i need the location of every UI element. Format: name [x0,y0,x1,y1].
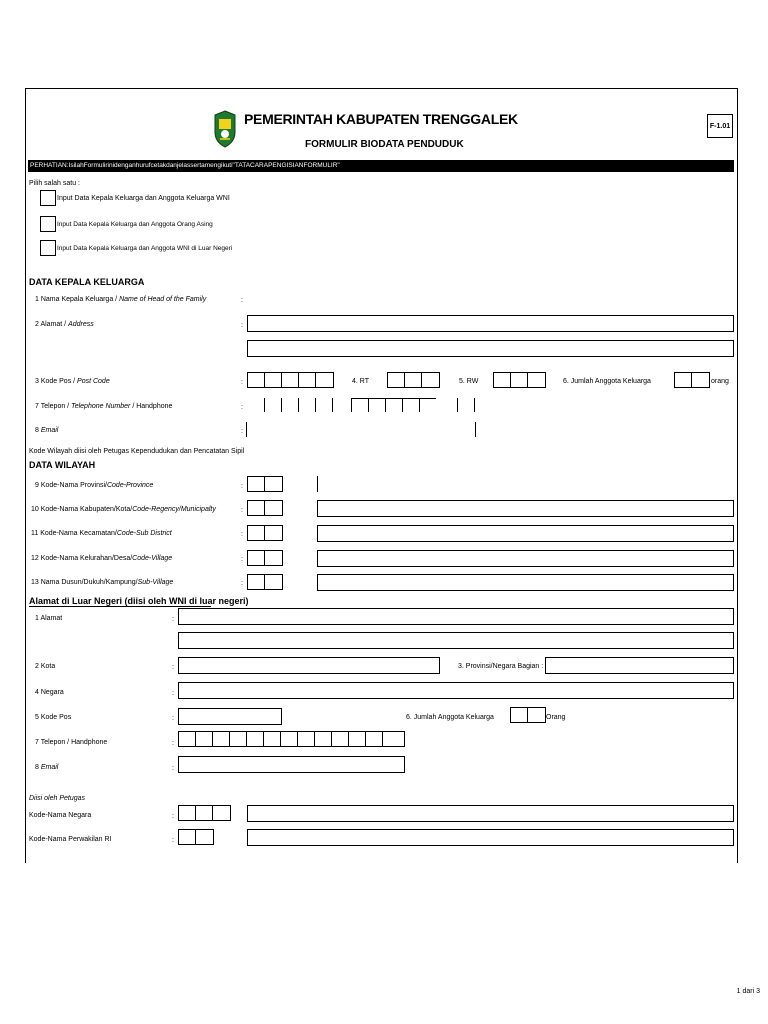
kk-members-cells[interactable] [674,372,710,388]
kk-address-input-2[interactable] [247,340,734,357]
form-code: F-1.01 [709,122,731,130]
province-label: 9 Kode-Nama Provinsi/Code-Province [35,482,154,489]
option-luar-negeri-checkbox[interactable] [40,240,56,256]
country-name-input[interactable] [247,805,734,822]
kk-rw-label: 5. RW [459,378,479,385]
regency-label: 10 Kode-Nama Kabupaten/Kota/Code-Regency/Municipalty [31,506,216,513]
notice-bar: PERHATIAN:IsilahFormulirinidenganhurufcetakdanjelassertamengikuti"TATACARAPENGISIANFORMULIR" [28,160,734,172]
option-asing-label: Input Data Kepala Keluarga dan Anggota Orang Asing [57,221,213,228]
kk-phone-cells-b[interactable] [351,398,436,412]
form-subtitle: FORMULIR BIODATA PENDUDUK [305,139,464,150]
province-name-start [317,476,318,492]
kk-address-label: 2 Alamat / Address [35,321,94,328]
kk-email-end [475,422,476,437]
option-wni-checkbox[interactable] [40,190,56,206]
abroad-phone-cells[interactable] [178,731,405,747]
kk-rt-label: 4. RT [352,378,369,385]
form-code-box [707,114,733,138]
kk-members-label: 6. Jumlah Anggota Keluarga [563,378,651,385]
kk-address-input-1[interactable] [247,315,734,332]
abroad-postcode-label: 5 Kode Pos [35,714,72,721]
subvillage-code-cells[interactable] [247,574,283,590]
country-code-cells[interactable] [178,805,231,821]
village-code-cells[interactable] [247,550,283,566]
option-wni-label: Input Data Kepala Keluarga dan Anggota Keluarga WNI [57,195,230,202]
kk-phone-cells-c[interactable] [457,398,475,412]
abroad-city-input[interactable] [178,657,440,674]
abroad-country-input[interactable] [178,682,734,699]
abroad-members-label: 6. Jumlah Anggota Keluarga [406,714,494,721]
kk-phone-cells-a[interactable] [264,398,349,412]
abroad-email-label: 8 Email [35,764,59,771]
form-title: PEMERINTAH KABUPATEN TRENGGALEK [244,111,518,127]
abroad-postcode-input[interactable] [178,708,282,725]
abroad-province-label: 3. Provinsi/Negara Bagian : [458,663,544,670]
kk-phone-label: 7 Telepon / Telephone Number / Handphone [35,403,173,410]
regency-name-input[interactable] [317,500,734,517]
kk-rt-cells[interactable] [387,372,440,388]
abroad-heading-underline [29,606,211,607]
kk-heading: DATA KEPALA KELUARGA [29,277,145,287]
kk-postcode-label: 3 Kode Pos / Post Code [35,378,110,385]
page-number: 1 dari 3 [736,988,760,995]
representative-name-input[interactable] [247,829,734,846]
representative-code-label: Kode-Nama Perwakilan RI [29,836,112,843]
village-label: 12 Kode-Nama Kelurahan/Desa/Code-Village [31,555,173,562]
abroad-members-cells[interactable] [510,707,546,723]
regency-code-cells[interactable] [247,500,283,516]
abroad-address-input-1[interactable] [178,608,734,625]
abroad-address-label: 1 Alamat [35,615,63,622]
wilayah-note: Kode Wilayah diisi oleh Petugas Kependudukan dan Pencatatan Sipil [29,448,245,455]
option-luar-negeri-label: Input Data Kepala Keluarga dan Anggota WNI di Luar Negeri [57,245,233,252]
subvillage-name-input[interactable] [317,574,734,591]
subvillage-label: 13 Nama Dusun/Dukuh/Kampung/Sub-Village [31,579,174,586]
kk-name-label: 1 Nama Kepala Keluarga / Name of Head of the Family [35,296,207,303]
abroad-country-label: 4 Negara [35,689,64,696]
district-label: 11 Kode-Nama Kecamatan/Code-Sub District [31,530,172,537]
kk-email-start [246,422,247,437]
abroad-members-unit: Orang [546,714,566,721]
representative-code-cells[interactable] [178,829,214,845]
district-code-cells[interactable] [247,525,283,541]
kk-email-label: 8 Email [35,427,59,434]
kk-postcode-cells[interactable] [247,372,334,388]
abroad-province-input[interactable] [545,657,734,674]
abroad-phone-label: 7 Telepon / Handphone [35,739,108,746]
abroad-address-input-2[interactable] [178,632,734,649]
village-name-input[interactable] [317,550,734,567]
abroad-heading: Alamat di Luar Negeri (diisi oleh WNI di luar negeri) [29,596,249,606]
option-asing-checkbox[interactable] [40,216,56,232]
choose-label: Pilih salah satu : [29,180,80,187]
country-code-label: Kode-Nama Negara [29,812,92,819]
abroad-email-input[interactable] [178,756,405,773]
province-code-cells[interactable] [247,476,283,492]
wilayah-heading: DATA WILAYAH [29,460,96,470]
regency-emblem-icon [213,110,237,148]
kk-members-unit: orang [711,378,729,385]
district-name-input[interactable] [317,525,734,542]
kk-rw-cells[interactable] [493,372,546,388]
abroad-city-label: 2 Kota [35,663,56,670]
officer-heading: Diisi oleh Petugas [29,795,86,802]
